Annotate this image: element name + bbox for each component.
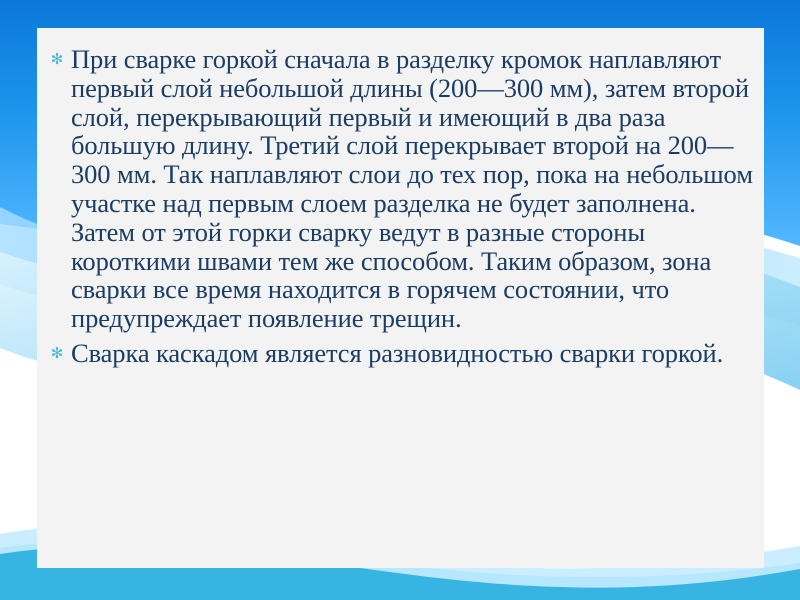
bullet-list xyxy=(37,45,764,368)
snowflake-asterisk-icon: ✻ xyxy=(50,50,64,68)
snowflake-asterisk-icon: ✻ xyxy=(50,343,64,362)
bullet-text: Сварка каскадом является разновидностью сварки горкой. xyxy=(71,337,724,368)
text-content-panel xyxy=(37,28,764,568)
bullet-text: При сварке горкой сначала в разделку кромок наплавляют первый слой небольшой длины (200—300 мм), затем второй слой, перекрывающий первый и имеющий в два раза большую длину. Третий слой перекрывает второй на 200—300 мм. Так наплавляют слои до тех пор, пока на небольшом участке над первым слоем разделка не будет заполнена. Затем от этой горки сварку ведут в разные стороны короткими швами тем же способом. Таким образом, зона сварки все время находится в горячем состоянии, что предупреждает появление трещин. xyxy=(71,44,753,334)
bullet-item-cascade-welding xyxy=(37,339,764,368)
bullet-item-slide-welding-process xyxy=(37,45,764,333)
